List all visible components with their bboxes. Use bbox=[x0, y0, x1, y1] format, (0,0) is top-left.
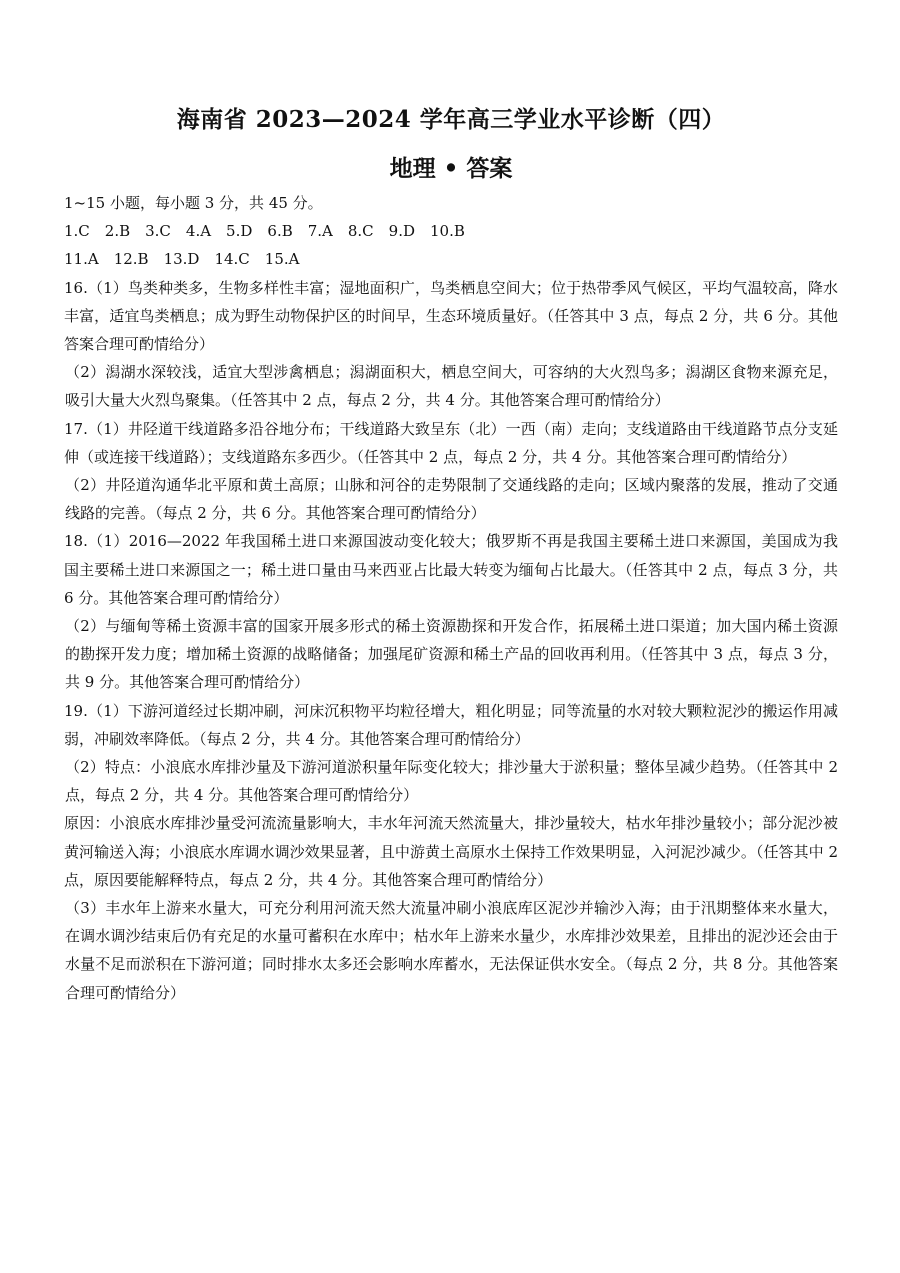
document-title: 海南省 2023—2024 学年高三学业水平诊断（四） bbox=[176, 106, 726, 133]
mc-answers-row-2: 11.A 12.B 13.D 14.C 15.A bbox=[64, 250, 300, 269]
mc-intro: 1~15 小题，每小题 3 分，共 45 分。 bbox=[64, 194, 323, 212]
mc-answers-row-1: 1.C 2.B 3.C 4.A 5.D 6.B 7.A 8.C 9.D 10.B bbox=[64, 222, 465, 241]
q16-part-1: 16.（1）鸟类种类多，生物多样性丰富；湿地面积广，鸟类栖息空间大；位于热带季风气候区，平均气温较高，降水丰富，适宜鸟类栖息；成为野生动物保护区的时间早，生态环境质量好。（任答其中 3 点，每点 2 分，共 6 分。其他答案合理可酌情给分） bbox=[64, 278, 838, 354]
q17-part-2: （2）井陉道沟通华北平原和黄土高原；山脉和河谷的走势限制了交通线路的走向；区域内聚落的发展，推动了交通线路的完善。（每点 2 分，共 6 分。其他答案合理可酌情给分） bbox=[65, 476, 838, 523]
q19-part-2: （2）特点：小浪底水库排沙量及下游河道淤积量年际变化较大；排沙量大于淤积量；整体呈减少趋势。（任答其中 2 点，每点 2 分，共 4 分。其他答案合理可酌情给分） bbox=[65, 758, 843, 805]
q19-part-3: （3）丰水年上游来水量大，可充分利用河流天然大流量冲刷小浪底库区泥沙并输沙入海；由于汛期整体来水量大，在调水调沙结束后仍有充足的水量可蓄积在水库中；枯水年上游来水量少，水库排沙效果差，且排出的泥沙还会由于水量不足而淤积在下游河道；同时排水太多还会影响水库蓄水，无法保证供水安全。（每点 2 分，共 8 分。其他答案合理可酌情给分） bbox=[65, 899, 838, 1002]
q18-part-2: （2）与缅甸等稀土资源丰富的国家开展多形式的稀土资源勘探和开发合作，拓展稀土进口渠道；加大国内稀土资源的勘探开发力度；增加稀土资源的战略储备；加强尾矿资源和稀土产品的回收再利用。（任答其中 3 点，每点 3 分，共 9 分。其他答案合理可酌情给分） bbox=[65, 617, 838, 692]
q19-part-1: 19.（1）下游河道经过长期冲刷，河床沉积物平均粒径增大，粗化明显；同等流量的水对较大颗粒泥沙的搬运作用减弱，冲刷效率降低。（每点 2 分，共 4 分。其他答案合理可酌情给分） bbox=[64, 701, 838, 748]
q16-part-2: （2）潟湖水深较浅，适宜大型涉禽栖息；潟湖面积大，栖息空间大，可容纳的大火烈鸟多；潟湖区食物来源充足，吸引大量大火烈鸟聚集。（任答其中 2 点，每点 2 分，共 4 分。其他答案合理可酌情给分） bbox=[65, 363, 838, 410]
q17-part-1: 17.（1）井陉道干线道路多沿谷地分布；干线道路大致呈东（北）一西（南）走向；支线道路由干线道路节点分支延伸（或连接干线道路）；支线道路东多西少。（任答其中 2 点，每点 2 分，共 4 分。其他答案合理可酌情给分） bbox=[64, 419, 838, 466]
q19-part-2-reasons: 原因：小浪底水库排沙量受河流流量影响大，丰水年河流天然流量大，排沙量较大，枯水年排沙量较小；部分泥沙被黄河输送入海；小浪底水库调水调沙效果显著，且中游黄土高原水土保持工作效果明显，入河泥沙减少。（任答其中 2 点，原因要能解释特点，每点 2 分，共 4 分。其他答案合理可酌情给分） bbox=[64, 814, 843, 889]
q18-part-1: 18.（1）2016—2022 年我国稀土进口来源国波动变化较大；俄罗斯不再是我国主要稀土进口来源国，美国成为我国主要稀土进口来源国之一；稀土进口量由马来西亚占比最大转变为缅甸占比最大。（任答其中 2 点，每点 3 分，共 6 分。其他答案合理可酌情给分） bbox=[64, 532, 843, 607]
document-subtitle: 地理 • 答案 bbox=[389, 155, 513, 182]
